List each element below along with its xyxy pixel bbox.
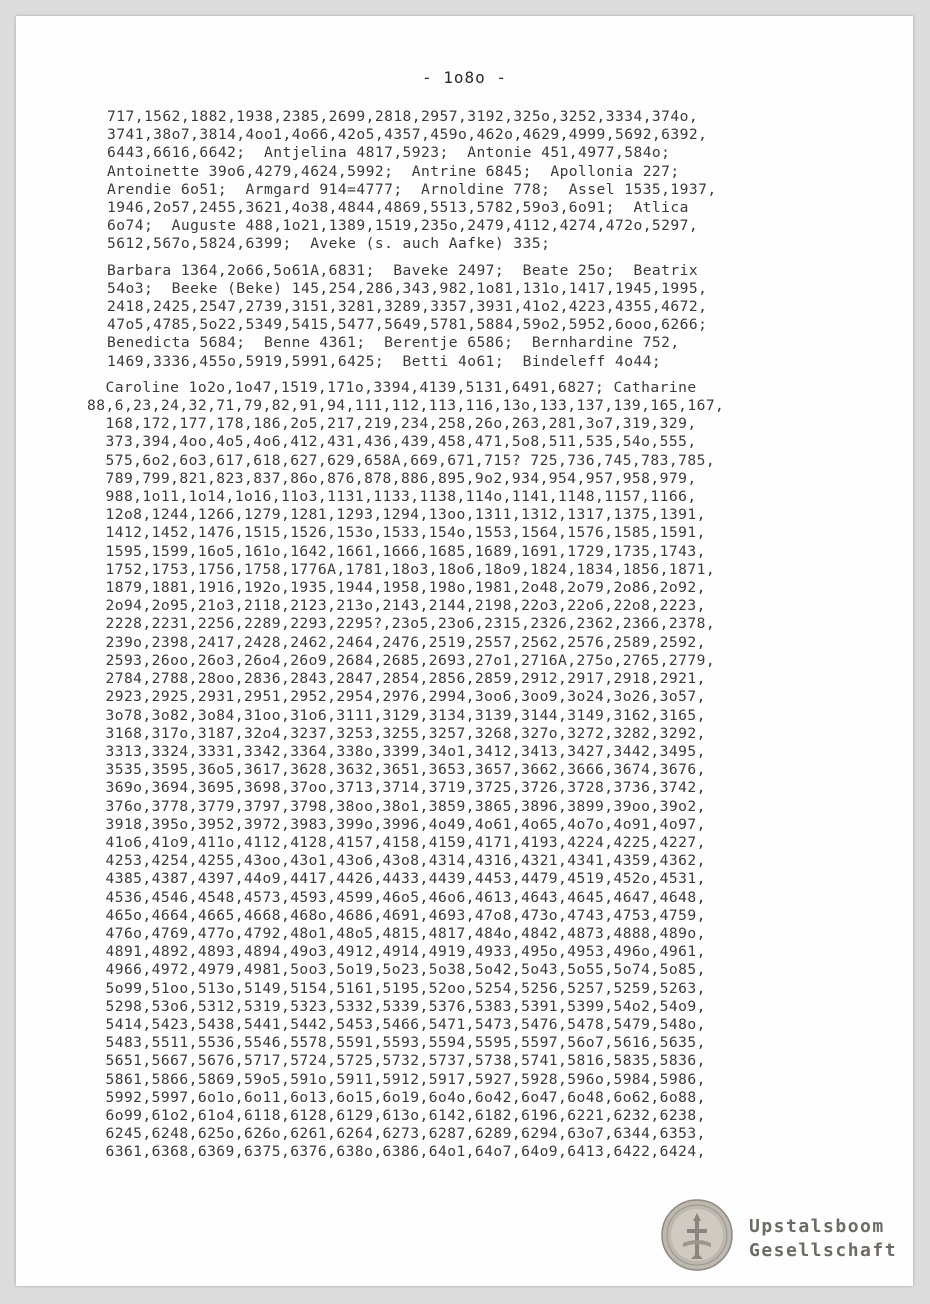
page-number: - 1o8o - <box>421 68 508 87</box>
register-text <box>87 108 847 1170</box>
logo-wordmark <box>749 1215 897 1263</box>
document-page <box>16 16 913 1286</box>
upstalsboom-logo <box>661 1199 911 1279</box>
logo-line-1: Upstalsboom <box>749 1216 885 1237</box>
logo-line-2: Gesellschaft <box>749 1240 898 1261</box>
register-paragraph-a: 717,1562,1882,1938,2385,2699,2818,2957,3192,325o,3252,3334,374o, 3741,38o7,3814,4oo1,4o66,42o5,4357,459o,462o,4629,4999,5692,6392, 6443,6616,6642; Antjelina 4817,5923; Antonie 451,4977,584o; Antoinette 39o6,4279,4624,5992; Antrine 6845; Apollonia 227; Arendie 6o51; Armgard 914=4777; Arnoldine 778; Assel 1535,1937, 1946,2o57,2455,3621,4o38,4844,4869,5513,5782,59o3,6o91; Atlica 6o74; Auguste 488,1o21,1389,1519,235o,2479,4112,4274,472o,5297, 5612,567o,5824,6399; Aveke (s. auch Aafke) 335; <box>107 108 717 253</box>
register-paragraph-c: Caroline 1o2o,1o47,1519,171o,3394,4139,5131,6491,6827; Catharine 88,6,23,24,32,71,79,82,91,94,111,112,113,116,13o,133,137,139,165,167, 168,172,177,178,186,2o5,217,219,234,258,26o,263,281,3o7,319,329, 373,394,4oo,4o5,4o6,412,431,436,439,458,471,5o8,511,535,54o,555, 575,6o2,6o3,617,618,627,629,658A,669,671,715? 725,736,745,783,785, 789,799,821,823,837,86o,876,878,886,895,9o2,934,954,957,958,979, 988,1o11,1o14,1o16,11o3,1131,1133,1138,114o,1141,1148,1157,1166, 12o8,1244,1266,1279,1281,1293,1294,13oo,1311,1312,1317,1375,1391, 1412,1452,1476,1515,1526,153o,1533,154o,1553,1564,1576,1585,1591, 1595,1599,16o5,161o,1642,1661,1666,1685,1689,1691,1729,1735,1743, 1752,1753,1756,1758,1776A,1781,18o3,18o6,18o9,1824,1834,1856,1871, 1879,1881,1916,192o,1935,1944,1958,198o,1981,2o48,2o79,2o86,2o92, 2o94,2o95,21o3,2118,2123,213o,2143,2144,2198,22o3,22o6,22o8,2223, 2228,2231,2256,2289,2293,2295?,23o5,23o6,2315,2326,2362,2366,2378, 239o,2398,2417,2428,2462,2464,2476,2519,2557,2562,2576,2589,2592, 2593,26oo,26o3,26o4,26o9,2684,2685,2693,27o1,2716A,275o,2765,2779, 2784,2788,28oo,2836,2843,2847,2854,2856,2859,2912,2917,2918,2921, 2923,2925,2931,2951,2952,2954,2976,2994,3oo6,3oo9,3o24,3o26,3o57, 3o78,3o82,3o84,31oo,31o6,3111,3129,3134,3139,3144,3149,3162,3165, 3168,317o,3187,32o4,3237,3253,3255,3257,3268,327o,3272,3282,3292, 3313,3324,3331,3342,3364,338o,3399,34o1,3412,3413,3427,3442,3495, 3535,3595,36o5,3617,3628,3632,3651,3653,3657,3662,3666,3674,3676, 369o,3694,3695,3698,37oo,3713,3714,3719,3725,3726,3728,3736,3742, 376o,3778,3779,3797,3798,38oo,38o1,3859,3865,3896,3899,39oo,39o2, 3918,395o,3952,3972,3983,399o,3996,4o49,4o61,4o65,4o7o,4o91,4o97, 41o6,41o9,411o,4112,4128,4157,4158,4159,4171,4193,4224,4225,4227, 4253,4254,4255,43oo,43o1,43o6,43o8,4314,4316,4321,4341,4359,4362, 4385,4387,4397,44o9,4417,4426,4433,4439,4453,4479,4519,452o,4531, 4536,4546,4548,4573,4593,4599,46o5,46o6,4613,4643,4645,4647,4648, 465o,4664,4665,4668,468o,4686,4691,4693,47o8,473o,4743,4753,4759, 476o,4769,477o,4792,48o1,48o5,4815,4817,484o,4842,4873,4888,489o, 4891,4892,4893,4894,49o3,4912,4914,4919,4933,495o,4953,496o,4961, 4966,4972,4979,4981,5oo3,5o19,5o23,5o38,5o42,5o43,5o55,5o74,5o85, 5o99,51oo,513o,5149,5154,5161,5195,52oo,5254,5256,5257,5259,5263, 5298,53o6,5312,5319,5323,5332,5339,5376,5383,5391,5399,54o2,54o9, 5414,5423,5438,5441,5442,5453,5466,5471,5473,5476,5478,5479,548o, 5483,5511,5536,5546,5578,5591,5593,5594,5595,5597,56o7,5616,5635, 5651,5667,5676,5717,5724,5725,5732,5737,5738,5741,5816,5835,5836, 5861,5866,5869,59o5,591o,5911,5912,5917,5927,5928,596o,5984,5986, 5992,5997,6o1o,6o11,6o13,6o15,6o19,6o4o,6o42,6o47,6o48,6o62,6o88, 6o99,61o2,61o4,6118,6128,6129,613o,6142,6182,6196,6221,6232,6238, 6245,6248,625o,626o,6261,6264,6273,6287,6289,6294,63o7,6344,6353, 6361,6368,6369,6375,6376,638o,6386,64o1,64o7,64o9,6413,6422,6424, <box>87 378 725 1161</box>
seal-icon <box>661 1199 733 1271</box>
register-paragraph-b: Barbara 1364,2o66,5o61A,6831; Baveke 2497; Beate 25o; Beatrix 54o3; Beeke (Beke) 145,254,286,343,982,1o81,131o,1417,1945,1995, 2418,2425,2547,2739,3151,3281,3289,3357,3931,41o2,4223,4355,4672, 47o5,4785,5o22,5349,5415,5477,5649,5781,5884,59o2,5952,6ooo,6266; Benedicta 5684; Benne 4361; Berentje 6586; Bernhardine 752, 1469,3336,455o,5919,5991,6425; Betti 4o61; Bindeleff 4o44; <box>107 261 708 370</box>
